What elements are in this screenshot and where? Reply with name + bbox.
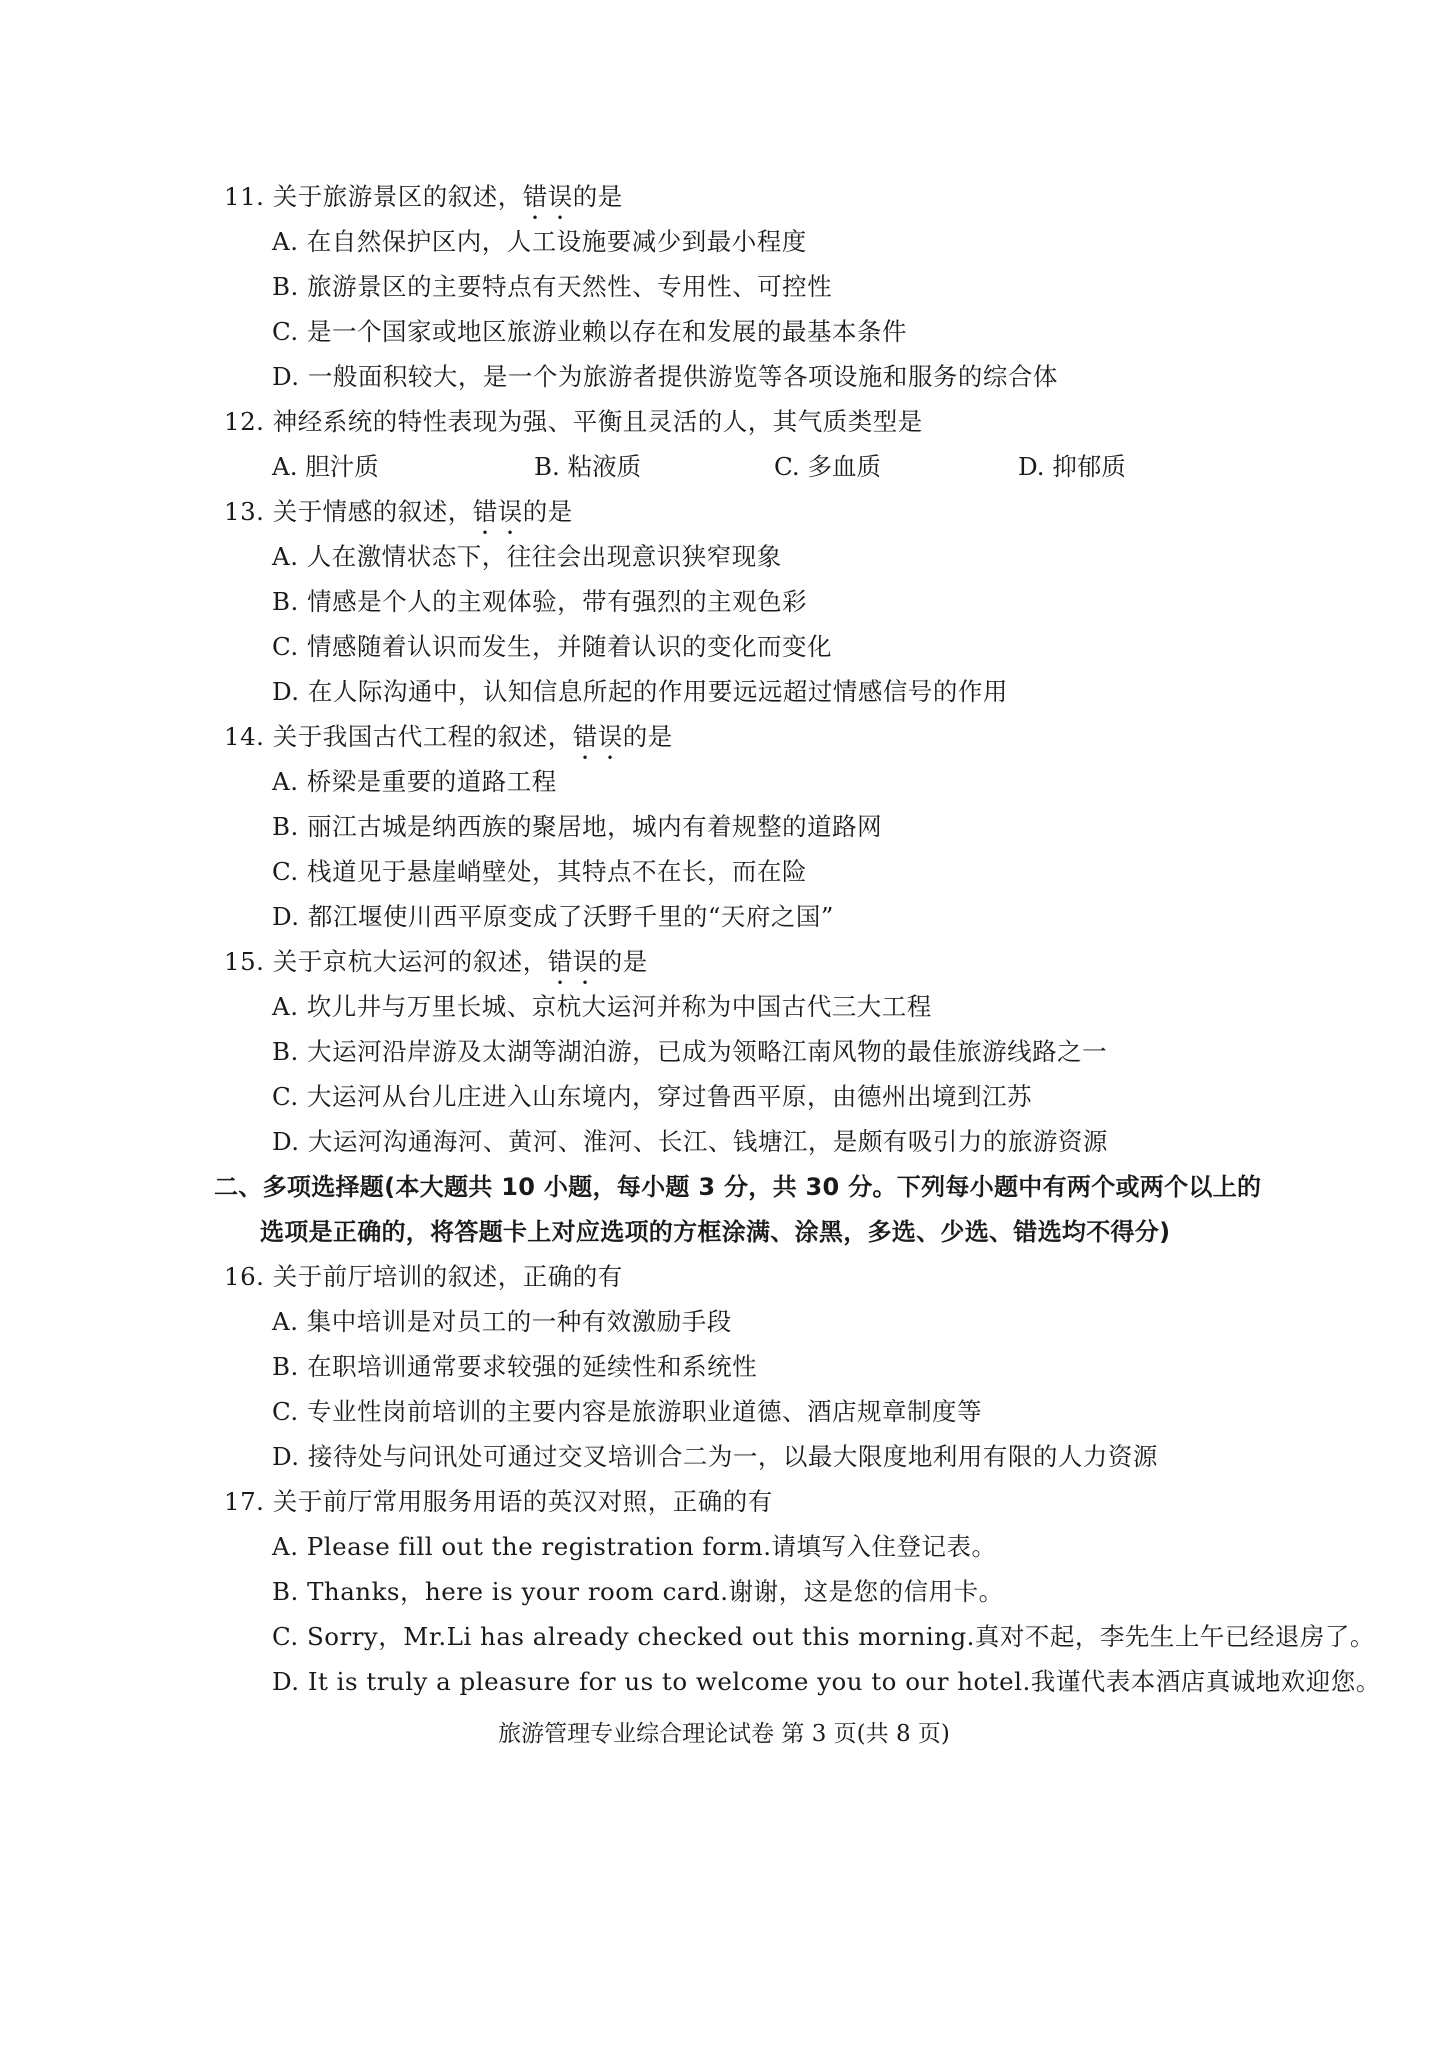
question-14-option-b: B. 丽江古城是纳西族的聚居地，城内有着规整的道路网 xyxy=(272,812,883,841)
question-16-stem: 16. 关于前厅培训的叙述，正确的有 xyxy=(224,1262,623,1291)
stem-text: 14. 关于我国古代工程的叙述， xyxy=(224,722,573,751)
question-13-option-c: C. 情感随着认识而发生，并随着认识的变化而变化 xyxy=(272,632,832,661)
emphasis-text: 错误 xyxy=(472,497,523,526)
emphasis-text: 错误 xyxy=(547,947,598,976)
question-11-option-d: D. 一般面积较大，是一个为旅游者提供游览等各项设施和服务的综合体 xyxy=(272,362,1058,391)
question-11-option-b: B. 旅游景区的主要特点有天然性、专用性、可控性 xyxy=(272,272,833,301)
question-17-option-c: C. Sorry，Mr.Li has already checked out this morning.真对不起，李先生上午已经退房了。 xyxy=(272,1622,1375,1651)
stem-text: 的是 xyxy=(622,722,673,751)
section-2-heading: 二、多项选择题(本大题共 10 小题，每小题 3 分，共 30 分。下列每小题中有两个或两个以上的 xyxy=(214,1173,1262,1201)
question-15-option-b: B. 大运河沿岸游及太湖等湖泊游，已成为领略江南风物的最佳旅游线路之一 xyxy=(272,1037,1108,1066)
stem-text: 的是 xyxy=(597,947,648,976)
question-17-option-d: D. It is truly a pleasure for us to welcome you to our hotel.我谨代表本酒店真诚地欢迎您。 xyxy=(272,1667,1381,1696)
question-12-options xyxy=(272,450,1272,484)
question-13-stem xyxy=(224,495,573,540)
question-16-option-d: D. 接待处与问讯处可通过交叉培训合二为一，以最大限度地利用有限的人力资源 xyxy=(272,1442,1158,1471)
question-17-option-b: B. Thanks，here is your room card.谢谢，这是您的信用卡。 xyxy=(272,1577,1004,1606)
question-15-option-c: C. 大运河从台儿庄进入山东境内，穿过鲁西平原，由德州出境到江苏 xyxy=(272,1082,1032,1111)
question-14-stem xyxy=(224,720,673,765)
question-14-option-a: A. 桥梁是重要的道路工程 xyxy=(272,767,557,796)
question-15-option-a: A. 坎儿井与万里长城、京杭大运河并称为中国古代三大工程 xyxy=(272,992,932,1021)
stem-text: 的是 xyxy=(522,497,573,526)
question-15-stem xyxy=(224,945,648,990)
question-17-option-a: A. Please fill out the registration form.请填写入住登记表。 xyxy=(272,1532,997,1561)
stem-text: 11. 关于旅游景区的叙述， xyxy=(224,182,523,211)
question-13-option-d: D. 在人际沟通中，认知信息所起的作用要远远超过情感信号的作用 xyxy=(272,677,1008,706)
question-11-stem xyxy=(224,180,623,225)
stem-text: 的是 xyxy=(572,182,623,211)
question-14-option-c: C. 栈道见于悬崖峭壁处，其特点不在长，而在险 xyxy=(272,857,807,886)
emphasis-text: 错误 xyxy=(522,182,573,211)
question-14-option-d: D. 都江堰使川西平原变成了沃野千里的“天府之国” xyxy=(272,902,834,931)
question-15-option-d: D. 大运河沟通海河、黄河、淮河、长江、钱塘江，是颇有吸引力的旅游资源 xyxy=(272,1127,1108,1156)
question-12-option-b: B. 粘液质 xyxy=(534,452,642,481)
question-12-stem: 12. 神经系统的特性表现为强、平衡且灵活的人，其气质类型是 xyxy=(224,407,923,436)
section-2-instructions: 选项是正确的，将答题卡上对应选项的方框涂满、涂黑，多选、少选、错选均不得分) xyxy=(260,1218,1171,1246)
question-11-option-c: C. 是一个国家或地区旅游业赖以存在和发展的最基本条件 xyxy=(272,317,907,346)
question-12-option-c: C. 多血质 xyxy=(774,452,881,481)
question-12-option-d: D. 抑郁质 xyxy=(1018,452,1126,481)
question-17-stem: 17. 关于前厅常用服务用语的英汉对照，正确的有 xyxy=(224,1487,773,1516)
question-11-option-a: A. 在自然保护区内，人工设施要减少到最小程度 xyxy=(272,227,807,256)
stem-text: 13. 关于情感的叙述， xyxy=(224,497,473,526)
question-16-option-c: C. 专业性岗前培训的主要内容是旅游职业道德、酒店规章制度等 xyxy=(272,1397,982,1426)
page-footer: 旅游管理专业综合理论试卷 第 3 页(共 8 页) xyxy=(498,1721,950,1747)
question-12-option-a: A. 胆汁质 xyxy=(272,452,379,481)
question-16-option-b: B. 在职培训通常要求较强的延续性和系统性 xyxy=(272,1352,758,1381)
question-13-option-b: B. 情感是个人的主观体验，带有强烈的主观色彩 xyxy=(272,587,808,616)
question-16-option-a: A. 集中培训是对员工的一种有效激励手段 xyxy=(272,1307,732,1336)
emphasis-text: 错误 xyxy=(572,722,623,751)
question-13-option-a: A. 人在激情状态下，往往会出现意识狭窄现象 xyxy=(272,542,782,571)
stem-text: 15. 关于京杭大运河的叙述， xyxy=(224,947,548,976)
